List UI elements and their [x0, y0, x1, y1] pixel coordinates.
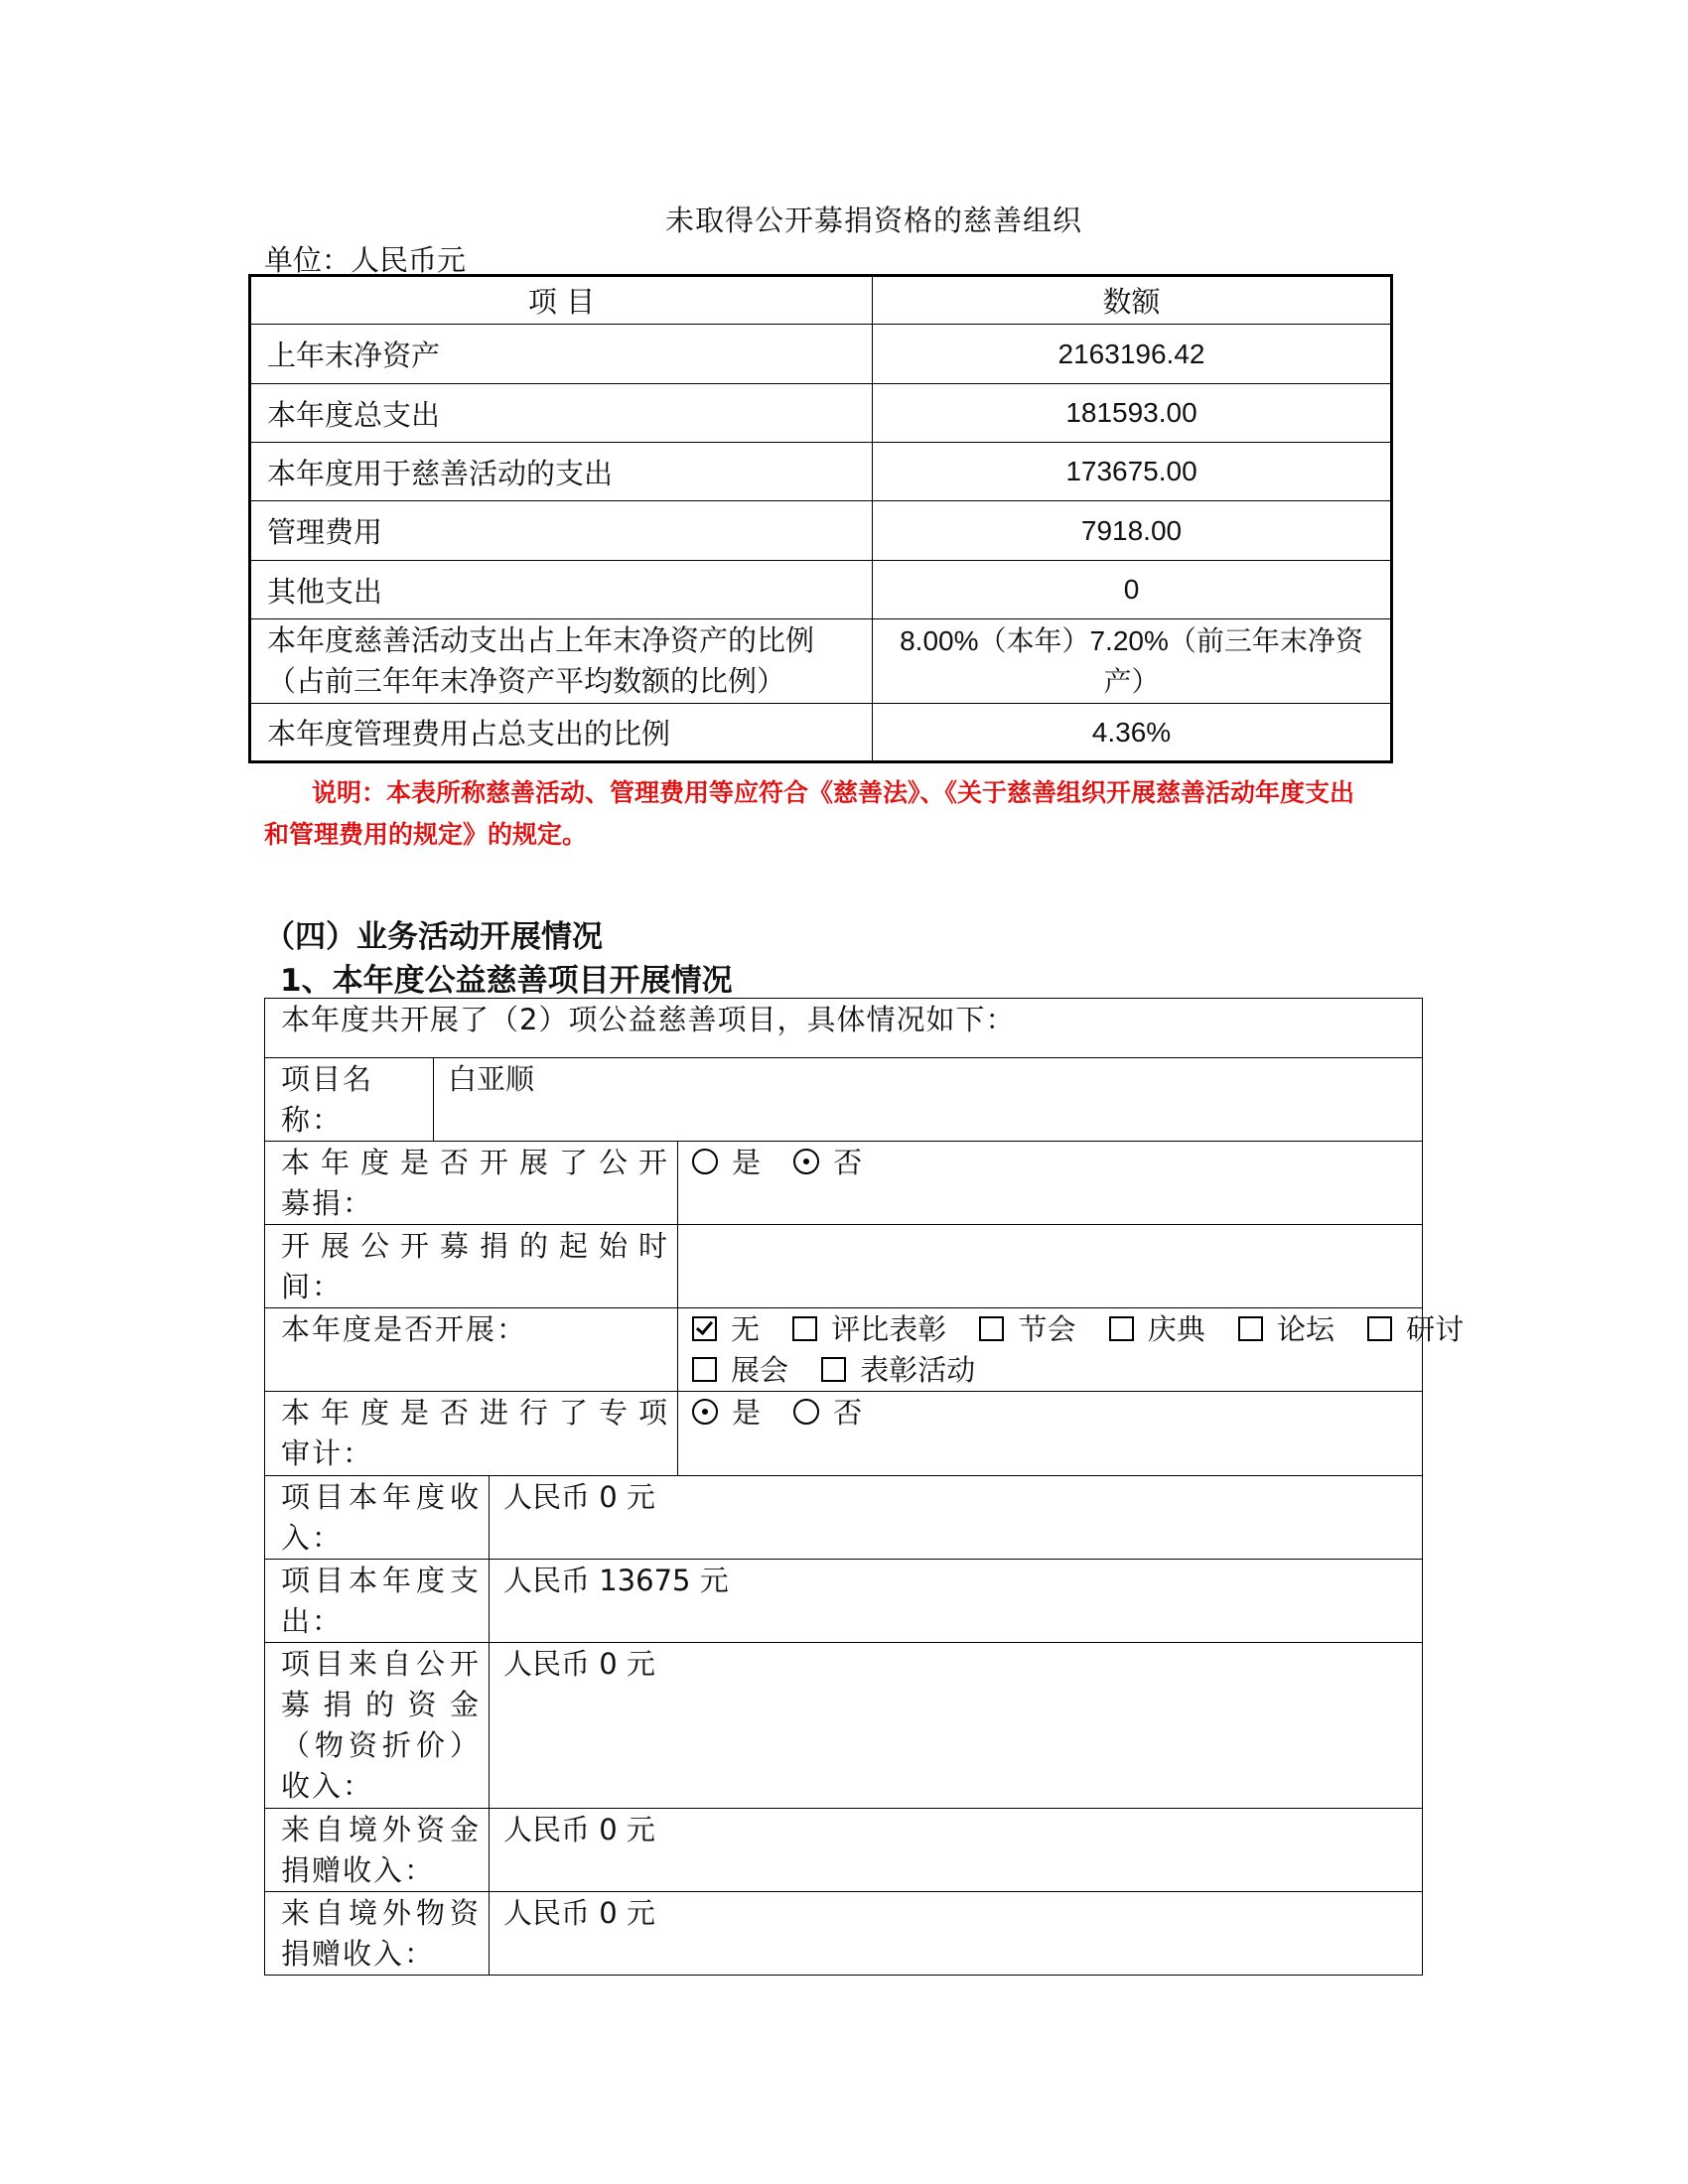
table-row: [265, 1142, 1423, 1225]
row-value-line: 产）: [1103, 666, 1160, 697]
row-value: 0: [873, 561, 1392, 619]
row-value: [873, 619, 1392, 704]
table-row: [265, 1809, 1423, 1892]
option-label: 评比表彰: [831, 1312, 947, 1346]
table-row: [250, 501, 1392, 561]
checkbox-exhibition[interactable]: [692, 1357, 717, 1382]
activities-options: [678, 1308, 1465, 1392]
option-label: 是: [732, 1396, 762, 1430]
row-value: 7918.00: [873, 501, 1392, 561]
radio-no[interactable]: [793, 1149, 819, 1174]
finance-table: [248, 274, 1393, 763]
header-amount: 数额: [873, 276, 1392, 325]
radio-yes[interactable]: [692, 1149, 718, 1174]
row-label: 本年度用于慈善活动的支出: [250, 443, 873, 501]
project-intro: 本年度共开展了（2）项公益慈善项目，具体情况如下：: [265, 999, 1423, 1058]
checkbox-celebration[interactable]: [1109, 1316, 1134, 1341]
unit-label: 单位：人民币元: [264, 243, 467, 277]
project-table: [264, 998, 1465, 1976]
table-row: [250, 325, 1392, 384]
checkbox-festival[interactable]: [979, 1316, 1004, 1341]
row-label: [250, 619, 873, 704]
label-line: 本年度是否开展了公开: [281, 1146, 669, 1179]
label-line: 项目来自公开: [281, 1647, 481, 1681]
row-label-line: （占前三年年末净资产平均数额的比例）: [267, 664, 786, 698]
table-row: [250, 443, 1392, 501]
public-funds-label: [265, 1643, 490, 1809]
label-line: 募捐的资金: [281, 1688, 481, 1721]
checkbox-award[interactable]: [792, 1316, 817, 1341]
foreign-funds-value: 人民币 0 元: [490, 1809, 1423, 1892]
public-fundraising-label: [265, 1142, 678, 1225]
label-line: 来自境外物资: [281, 1896, 481, 1930]
label-line: 本年度是否进行了专项: [281, 1396, 669, 1430]
income-label: [265, 1476, 490, 1560]
label-line: 开展公开募捐的起始时: [281, 1229, 669, 1263]
label-line: 来自境外资金: [281, 1813, 481, 1846]
start-time-label: [265, 1225, 678, 1308]
expense-label: [265, 1560, 490, 1643]
row-value: 173675.00: [873, 443, 1392, 501]
label-line: 捐赠收入：: [281, 1937, 436, 1971]
radio-yes[interactable]: [692, 1399, 718, 1425]
table-row: [265, 999, 1423, 1058]
option-label: 否: [833, 1146, 863, 1179]
foreign-goods-value: 人民币 0 元: [490, 1892, 1423, 1976]
label-line: 出：: [281, 1604, 344, 1638]
label-line: 项目本年度收: [281, 1480, 481, 1514]
checkbox-seminar[interactable]: [1367, 1316, 1392, 1341]
audit-label: [265, 1392, 678, 1476]
table-row: [265, 1560, 1423, 1643]
note-line: 和管理费用的规定》的规定。: [264, 820, 588, 849]
checkbox-forum[interactable]: [1238, 1316, 1263, 1341]
row-value: 181593.00: [873, 384, 1392, 443]
option-label: 否: [833, 1396, 863, 1430]
row-label: 管理费用: [250, 501, 873, 561]
table-note: [264, 772, 1391, 856]
table-row: [265, 1225, 1423, 1308]
public-funds-value: 人民币 0 元: [490, 1643, 1423, 1809]
option-label: 是: [732, 1146, 762, 1179]
foreign-goods-label: [265, 1892, 490, 1976]
option-label: 节会: [1018, 1312, 1076, 1346]
option-label: 无: [731, 1312, 761, 1346]
section-heading: （四）业务活动开展情况: [264, 919, 603, 955]
document-title: 未取得公开募捐资格的慈善组织: [664, 204, 1082, 237]
header-item: 项 目: [250, 276, 873, 325]
label-line: 捐赠收入：: [281, 1853, 436, 1887]
foreign-funds-label: [265, 1809, 490, 1892]
radio-no[interactable]: [793, 1399, 819, 1425]
income-value: 人民币 0 元: [490, 1476, 1423, 1560]
public-fundraising-options: [678, 1142, 1423, 1225]
option-label: 研讨: [1406, 1312, 1465, 1346]
row-value: 2163196.42: [873, 325, 1392, 384]
activities-label: 本年度是否开展：: [265, 1308, 678, 1392]
table-row: [265, 1892, 1423, 1976]
row-value: 4.36%: [873, 704, 1392, 762]
row-value-line: 8.00%（本年）7.20%（前三年末净资: [900, 625, 1363, 656]
project-name-label: 项目名称：: [265, 1058, 434, 1142]
label-line: 间：: [281, 1270, 344, 1303]
table-row: [265, 1476, 1423, 1560]
label-line: 收入：: [281, 1769, 374, 1803]
table-row: [265, 1643, 1423, 1809]
table-row: [265, 1058, 1423, 1142]
note-line: 说明：本表所称慈善活动、管理费用等应符合《慈善法》、《关于慈善组织开展慈善活动年度支出: [312, 778, 1355, 807]
label-line: （物资折价）: [281, 1728, 481, 1762]
table-row: [250, 704, 1392, 762]
row-label: 本年度总支出: [250, 384, 873, 443]
table-row: [265, 1308, 1423, 1392]
label-line: 项目本年度支: [281, 1564, 481, 1597]
subsection-heading: 1、本年度公益慈善项目开展情况: [280, 963, 733, 999]
option-label: 表彰活动: [860, 1353, 976, 1387]
row-label-line: 本年度慈善活动支出占上年末净资产的比例: [267, 623, 815, 657]
table-row: [250, 561, 1392, 619]
label-line: 募捐：: [281, 1186, 374, 1220]
table-row: [250, 384, 1392, 443]
project-name-value: 白亚顺: [434, 1058, 1423, 1142]
label-line: 入：: [281, 1521, 344, 1555]
audit-options: [678, 1392, 1423, 1476]
checkbox-none[interactable]: [692, 1316, 717, 1341]
row-label: 本年度管理费用占总支出的比例: [250, 704, 873, 762]
option-label: 论坛: [1276, 1312, 1335, 1346]
option-label: 展会: [731, 1353, 789, 1387]
expense-value: 人民币 13675 元: [490, 1560, 1423, 1643]
row-label: 其他支出: [250, 561, 873, 619]
table-row: [265, 1392, 1423, 1476]
finance-header-row: [250, 276, 1392, 325]
checkbox-commendation[interactable]: [821, 1357, 846, 1382]
start-time-value: [678, 1225, 1423, 1308]
option-label: 庆典: [1147, 1312, 1205, 1346]
row-label: 上年末净资产: [250, 325, 873, 384]
label-line: 审计：: [281, 1436, 374, 1470]
table-row: [250, 619, 1392, 704]
